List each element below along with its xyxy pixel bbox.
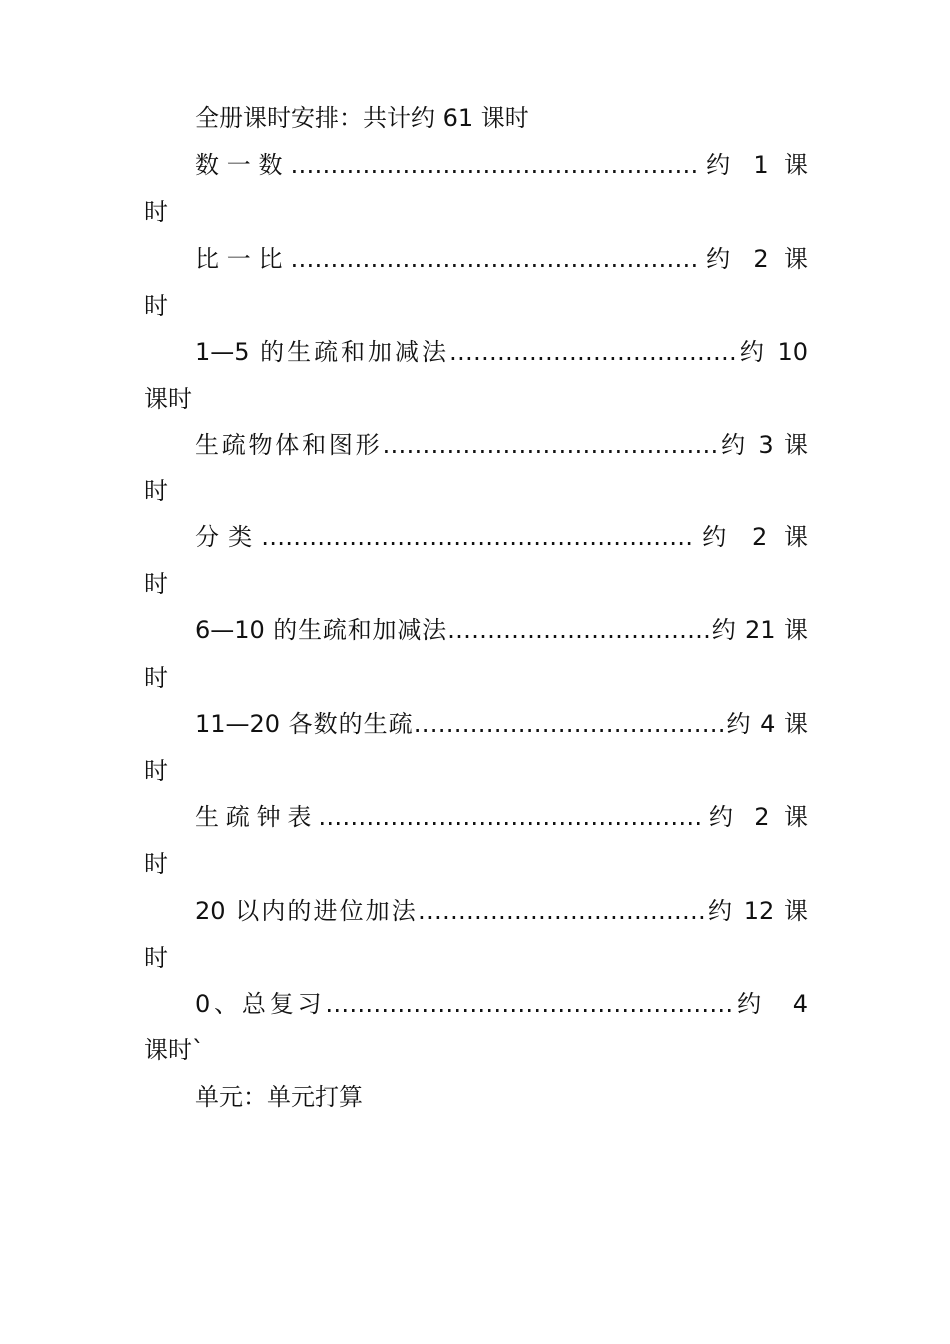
schedule-entry-1: 数一数……………………………………………约 1 课 (195, 151, 808, 179)
section-label: 单元：单元打算 (195, 1083, 363, 1111)
schedule-entry-5: 分类………………………………………………约 2 课 (195, 523, 808, 551)
schedule-entry-6: 6—10 的生疏和加减法……………………………约 21 课 (195, 616, 808, 644)
schedule-entry-4: 生疏物体和图形……………………………………约 3 课 (195, 431, 808, 459)
schedule-entry-2-wrap: 时 (144, 292, 168, 320)
schedule-entry-9-wrap: 时 (144, 944, 168, 972)
schedule-entry-4-wrap: 时 (144, 477, 168, 505)
schedule-entry-10: 0、总复习……………………………………………约 4 (195, 990, 808, 1018)
schedule-entry-3-wrap: 课时 (144, 385, 192, 413)
schedule-entry-1-wrap: 时 (144, 198, 168, 226)
schedule-entry-5-wrap: 时 (144, 570, 168, 598)
schedule-entry-8-wrap: 时 (144, 850, 168, 878)
schedule-entry-6-wrap: 时 (144, 664, 168, 692)
schedule-entry-9: 20 以内的进位加法………………………………约 12 课 (195, 897, 808, 925)
schedule-entry-7: 11—20 各数的生疏…………………………………约 4 课 (195, 710, 808, 738)
schedule-entry-2: 比一比……………………………………………约 2 课 (195, 245, 808, 273)
schedule-entry-7-wrap: 时 (144, 757, 168, 785)
schedule-entry-10-wrap: 课时` (144, 1036, 204, 1064)
schedule-entry-3: 1—5 的生疏和加减法………………………………约 10 (195, 338, 808, 366)
schedule-entry-8: 生疏钟表…………………………………………约 2 课 (195, 803, 808, 831)
page-heading: 全册课时安排：共计约 61 课时 (195, 104, 529, 132)
